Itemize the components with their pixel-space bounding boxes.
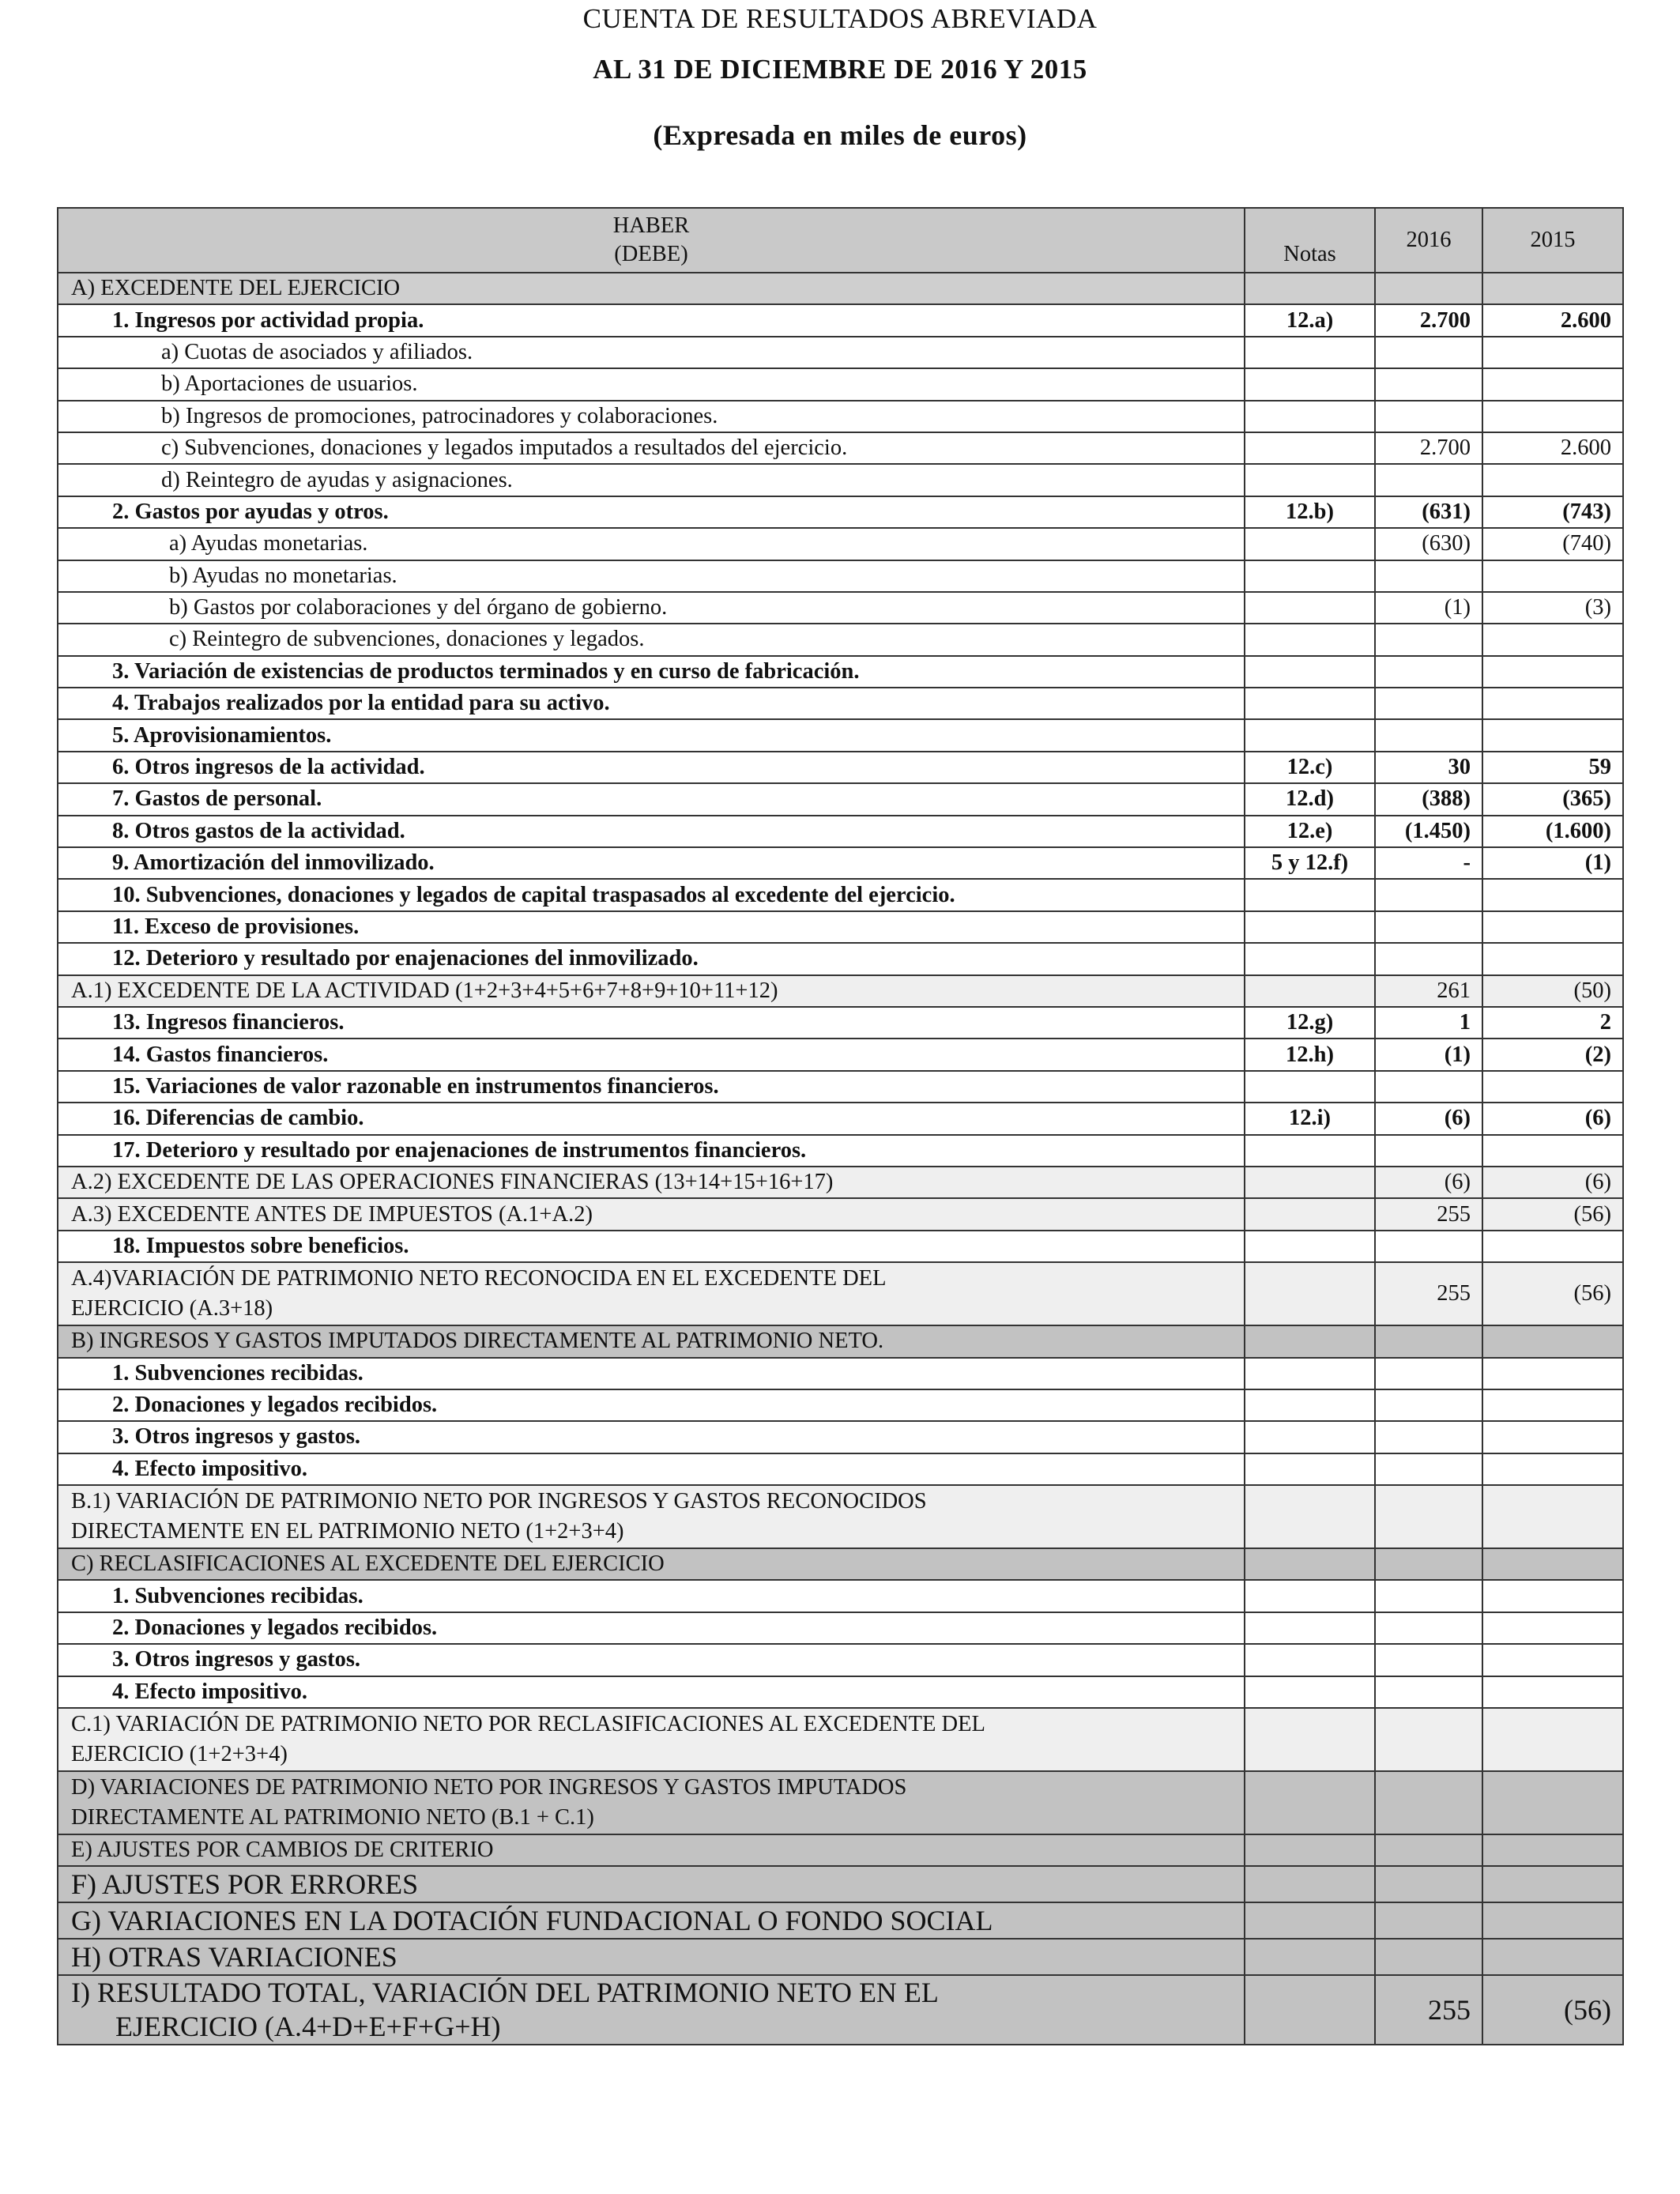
table-row <box>58 1644 1623 1676</box>
row-label: b) Aportaciones de usuarios. <box>58 368 1245 400</box>
row-label: F) AJUSTES POR ERRORES <box>58 1866 1245 1902</box>
row-value-2015: (56) <box>1482 1198 1623 1230</box>
row-notas <box>1245 592 1375 624</box>
row-value-2016 <box>1375 273 1482 304</box>
row-notas <box>1245 528 1375 560</box>
row-value-2015: (1) <box>1482 847 1623 879</box>
row-notas <box>1245 1198 1375 1230</box>
row-notas <box>1245 560 1375 592</box>
table-row <box>58 624 1623 655</box>
table-row <box>58 496 1623 528</box>
row-value-2016 <box>1375 1548 1482 1580</box>
row-value-2015 <box>1482 719 1623 751</box>
row-label-line1: I) RESULTADO TOTAL, VARIACIÓN DEL PATRIMONIO NETO EN EL <box>71 1977 939 2009</box>
table-row <box>58 1389 1623 1421</box>
row-value-2015 <box>1482 464 1623 496</box>
table-row <box>58 1071 1623 1103</box>
row-value-2015: (56) <box>1482 1262 1623 1325</box>
table-row <box>58 1453 1623 1485</box>
row-label: c) Subvenciones, donaciones y legados imputados a resultados del ejercicio. <box>58 432 1245 464</box>
section-row-b <box>58 1325 1623 1357</box>
row-value-2016: 2.700 <box>1375 304 1482 336</box>
row-notas <box>1245 1975 1375 2045</box>
row-label-line2: EJERCICIO (A.3+18) <box>71 1296 273 1321</box>
row-value-2015: 2.600 <box>1482 304 1623 336</box>
row-label: 15. Variaciones de valor razonable en instrumentos financieros. <box>58 1071 1245 1103</box>
row-label: A.2) EXCEDENTE DE LAS OPERACIONES FINANCIERAS (13+14+15+16+17) <box>58 1167 1245 1198</box>
row-label: 11. Exceso de provisiones. <box>58 911 1245 943</box>
row-label: 4. Efecto impositivo. <box>58 1453 1245 1485</box>
row-value-2016 <box>1375 719 1482 751</box>
row-value-2016 <box>1375 1866 1482 1902</box>
row-notas: 12.e) <box>1245 816 1375 847</box>
row-notas <box>1245 337 1375 368</box>
row-notas: 12.c) <box>1245 752 1375 783</box>
table-row <box>58 879 1623 910</box>
row-value-2016: 255 <box>1375 1262 1482 1325</box>
section-row-a <box>58 273 1623 304</box>
row-label <box>58 1975 1245 2045</box>
subtotal-row-c1 <box>58 1708 1623 1771</box>
row-notas <box>1245 1135 1375 1167</box>
table-row <box>58 943 1623 974</box>
income-statement-table <box>57 207 1624 2045</box>
row-notas <box>1245 1902 1375 1939</box>
row-label: 12. Deterioro y resultado por enajenaciones del inmovilizado. <box>58 943 1245 974</box>
table-row <box>58 560 1623 592</box>
row-value-2015 <box>1482 1389 1623 1421</box>
row-value-2016: 255 <box>1375 1198 1482 1230</box>
row-value-2015: 59 <box>1482 752 1623 783</box>
table-row <box>58 1580 1623 1612</box>
row-label: 3. Otros ingresos y gastos. <box>58 1421 1245 1453</box>
table-row <box>58 1358 1623 1389</box>
row-label-line1: D) VARIACIONES DE PATRIMONIO NETO POR INGRESOS Y GASTOS IMPUTADOS <box>71 1775 907 1800</box>
row-value-2016: (1.450) <box>1375 816 1482 847</box>
row-value-2016 <box>1375 1676 1482 1708</box>
row-label: 4. Efecto impositivo. <box>58 1676 1245 1708</box>
row-notas <box>1245 1834 1375 1866</box>
row-value-2015 <box>1482 1135 1623 1167</box>
row-value-2015: (2) <box>1482 1039 1623 1070</box>
row-value-2015: (3) <box>1482 592 1623 624</box>
row-label: G) VARIACIONES EN LA DOTACIÓN FUNDACIONAL O FONDO SOCIAL <box>58 1902 1245 1939</box>
row-value-2015 <box>1482 1580 1623 1612</box>
row-notas <box>1245 1580 1375 1612</box>
row-notas <box>1245 911 1375 943</box>
row-value-2015: (1.600) <box>1482 816 1623 847</box>
subtotal-row-a3 <box>58 1198 1623 1230</box>
row-value-2016 <box>1375 337 1482 368</box>
row-label: d) Reintegro de ayudas y asignaciones. <box>58 464 1245 496</box>
table-row <box>58 688 1623 719</box>
row-value-2015 <box>1482 943 1623 974</box>
row-label: a) Ayudas monetarias. <box>58 528 1245 560</box>
table-row <box>58 656 1623 688</box>
section-row-d <box>58 1771 1623 1834</box>
row-value-2015 <box>1482 560 1623 592</box>
row-label: B) INGRESOS Y GASTOS IMPUTADOS DIRECTAMENTE AL PATRIMONIO NETO. <box>58 1325 1245 1357</box>
row-value-2016: 261 <box>1375 975 1482 1007</box>
row-notas: 12.g) <box>1245 1007 1375 1039</box>
table-row <box>58 368 1623 400</box>
row-label: 2. Donaciones y legados recibidos. <box>58 1389 1245 1421</box>
row-label: 14. Gastos financieros. <box>58 1039 1245 1070</box>
row-notas <box>1245 1485 1375 1548</box>
row-value-2016: (6) <box>1375 1167 1482 1198</box>
row-value-2015 <box>1482 879 1623 910</box>
row-value-2016 <box>1375 688 1482 719</box>
row-label: 4. Trabajos realizados por la entidad para su activo. <box>58 688 1245 719</box>
row-notas <box>1245 1167 1375 1198</box>
row-label-line1: C.1) VARIACIÓN DE PATRIMONIO NETO POR RECLASIFICACIONES AL EXCEDENTE DEL <box>71 1712 985 1737</box>
row-value-2015 <box>1482 1834 1623 1866</box>
row-value-2016 <box>1375 401 1482 432</box>
section-row-g <box>58 1902 1623 1939</box>
row-value-2016 <box>1375 1071 1482 1103</box>
row-value-2015: (56) <box>1482 1975 1623 2045</box>
row-notas <box>1245 273 1375 304</box>
row-value-2016: (631) <box>1375 496 1482 528</box>
table-row <box>58 401 1623 432</box>
row-notas <box>1245 1325 1375 1357</box>
table-row <box>58 847 1623 879</box>
table-row <box>58 783 1623 815</box>
table-row <box>58 464 1623 496</box>
row-value-2016: 30 <box>1375 752 1482 783</box>
row-label: A) EXCEDENTE DEL EJERCICIO <box>58 273 1245 304</box>
table-row <box>58 752 1623 783</box>
row-value-2015: 2.600 <box>1482 432 1623 464</box>
row-value-2016 <box>1375 1902 1482 1939</box>
subtotal-row-a2 <box>58 1167 1623 1198</box>
row-label <box>58 1771 1245 1834</box>
header-year-2015: 2015 <box>1482 208 1623 273</box>
row-notas <box>1245 1708 1375 1771</box>
row-value-2016 <box>1375 1325 1482 1357</box>
row-notas <box>1245 975 1375 1007</box>
row-label: A.1) EXCEDENTE DE LA ACTIVIDAD (1+2+3+4+5+6+7+8+9+10+11+12) <box>58 975 1245 1007</box>
row-label: 1. Subvenciones recibidas. <box>58 1580 1245 1612</box>
row-value-2016 <box>1375 368 1482 400</box>
row-label: 5. Aprovisionamientos. <box>58 719 1245 751</box>
row-value-2015 <box>1482 337 1623 368</box>
table-row <box>58 1676 1623 1708</box>
row-label: 1. Subvenciones recibidas. <box>58 1358 1245 1389</box>
row-notas <box>1245 464 1375 496</box>
statement-units: (Expresada en miles de euros) <box>653 119 1027 151</box>
statement-date: AL 31 DE DICIEMBRE DE 2016 Y 2015 <box>593 54 1087 85</box>
row-value-2016 <box>1375 1834 1482 1866</box>
row-value-2015 <box>1482 368 1623 400</box>
row-label: a) Cuotas de asociados y afiliados. <box>58 337 1245 368</box>
row-value-2016 <box>1375 1485 1482 1548</box>
row-value-2016: (630) <box>1375 528 1482 560</box>
row-label: H) OTRAS VARIACIONES <box>58 1939 1245 1975</box>
table-row <box>58 911 1623 943</box>
row-notas <box>1245 624 1375 655</box>
row-value-2016 <box>1375 1389 1482 1421</box>
row-value-2015 <box>1482 624 1623 655</box>
row-value-2015 <box>1482 1902 1623 1939</box>
row-value-2015 <box>1482 1866 1623 1902</box>
table-row <box>58 304 1623 336</box>
row-notas <box>1245 719 1375 751</box>
row-value-2015: (6) <box>1482 1167 1623 1198</box>
row-label-line2: EJERCICIO (A.4+D+E+F+G+H) <box>115 2011 501 2043</box>
row-label: b) Ayudas no monetarias. <box>58 560 1245 592</box>
row-value-2016 <box>1375 943 1482 974</box>
row-value-2016: (1) <box>1375 592 1482 624</box>
row-notas <box>1245 401 1375 432</box>
row-label: 10. Subvenciones, donaciones y legados de capital traspasados al excedente del ejercicio. <box>58 879 1245 910</box>
row-value-2016 <box>1375 1644 1482 1676</box>
row-notas <box>1245 1389 1375 1421</box>
header-notas: Notas <box>1245 208 1375 273</box>
row-value-2016: (1) <box>1375 1039 1482 1070</box>
row-notas <box>1245 1071 1375 1103</box>
row-label: C) RECLASIFICACIONES AL EXCEDENTE DEL EJERCICIO <box>58 1548 1245 1580</box>
header-description <box>58 208 1245 273</box>
row-notas <box>1245 1866 1375 1902</box>
row-label: c) Reintegro de subvenciones, donaciones y legados. <box>58 624 1245 655</box>
row-label: b) Gastos por colaboraciones y del órgano de gobierno. <box>58 592 1245 624</box>
row-notas <box>1245 1453 1375 1485</box>
row-value-2016 <box>1375 879 1482 910</box>
row-label: 8. Otros gastos de la actividad. <box>58 816 1245 847</box>
row-value-2015 <box>1482 1676 1623 1708</box>
table-row <box>58 1007 1623 1039</box>
row-value-2016 <box>1375 1771 1482 1834</box>
row-value-2015 <box>1482 1358 1623 1389</box>
row-value-2016: - <box>1375 847 1482 879</box>
row-notas <box>1245 432 1375 464</box>
row-value-2016 <box>1375 656 1482 688</box>
row-value-2015 <box>1482 688 1623 719</box>
row-value-2016 <box>1375 1135 1482 1167</box>
row-notas <box>1245 1548 1375 1580</box>
total-row-i <box>58 1975 1623 2045</box>
row-value-2015 <box>1482 1421 1623 1453</box>
row-notas <box>1245 1358 1375 1389</box>
row-value-2015 <box>1482 1325 1623 1357</box>
row-value-2015 <box>1482 401 1623 432</box>
subtotal-row-a4 <box>58 1262 1623 1325</box>
row-value-2016 <box>1375 464 1482 496</box>
header-haber: HABER <box>612 213 690 238</box>
row-value-2016 <box>1375 1421 1482 1453</box>
row-value-2016: 2.700 <box>1375 432 1482 464</box>
row-value-2015: (743) <box>1482 496 1623 528</box>
row-label: 3. Otros ingresos y gastos. <box>58 1644 1245 1676</box>
row-notas: 5 y 12.f) <box>1245 847 1375 879</box>
row-label: E) AJUSTES POR CAMBIOS DE CRITERIO <box>58 1834 1245 1866</box>
row-label: 2. Gastos por ayudas y otros. <box>58 496 1245 528</box>
table-row <box>58 592 1623 624</box>
row-notas <box>1245 1771 1375 1834</box>
row-notas <box>1245 656 1375 688</box>
row-notas: 12.i) <box>1245 1103 1375 1134</box>
row-value-2016 <box>1375 1580 1482 1612</box>
row-value-2015: (50) <box>1482 975 1623 1007</box>
table-row <box>58 1612 1623 1644</box>
row-label: 7. Gastos de personal. <box>58 783 1245 815</box>
table-row <box>58 1231 1623 1262</box>
row-value-2015 <box>1482 1644 1623 1676</box>
row-notas <box>1245 368 1375 400</box>
row-value-2016: (388) <box>1375 783 1482 815</box>
table-row <box>58 1103 1623 1134</box>
table-row <box>58 528 1623 560</box>
row-value-2016 <box>1375 911 1482 943</box>
row-value-2015 <box>1482 1485 1623 1548</box>
subtotal-row-a1 <box>58 975 1623 1007</box>
row-label-line2: DIRECTAMENTE EN EL PATRIMONIO NETO (1+2+3+4) <box>71 1519 624 1544</box>
row-label: b) Ingresos de promociones, patrocinadores y colaboraciones. <box>58 401 1245 432</box>
row-label-line1: B.1) VARIACIÓN DE PATRIMONIO NETO POR INGRESOS Y GASTOS RECONOCIDOS <box>71 1489 927 1514</box>
table-row <box>58 1135 1623 1167</box>
row-label: 17. Deterioro y resultado por enajenaciones de instrumentos financieros. <box>58 1135 1245 1167</box>
row-value-2016 <box>1375 1453 1482 1485</box>
subtotal-row-b1 <box>58 1485 1623 1548</box>
row-label <box>58 1262 1245 1325</box>
row-value-2015 <box>1482 1231 1623 1262</box>
row-value-2015 <box>1482 1612 1623 1644</box>
statement-title: CUENTA DE RESULTADOS ABREVIADA <box>582 3 1098 34</box>
row-notas <box>1245 1421 1375 1453</box>
row-notas <box>1245 1676 1375 1708</box>
row-value-2016 <box>1375 1231 1482 1262</box>
row-notas: 12.b) <box>1245 496 1375 528</box>
row-label-line1: A.4)VARIACIÓN DE PATRIMONIO NETO RECONOCIDA EN EL EXCEDENTE DEL <box>71 1266 887 1291</box>
row-value-2015: (6) <box>1482 1103 1623 1134</box>
table-row <box>58 816 1623 847</box>
row-value-2016: (6) <box>1375 1103 1482 1134</box>
row-value-2015 <box>1482 1708 1623 1771</box>
table-row <box>58 719 1623 751</box>
table-row <box>58 432 1623 464</box>
row-value-2015 <box>1482 1771 1623 1834</box>
header-debe: (DEBE) <box>614 242 688 266</box>
row-label: 9. Amortización del inmovilizado. <box>58 847 1245 879</box>
row-value-2015 <box>1482 656 1623 688</box>
section-row-c <box>58 1548 1623 1580</box>
row-label-line2: DIRECTAMENTE AL PATRIMONIO NETO (B.1 + C.1) <box>71 1805 594 1830</box>
row-value-2016 <box>1375 1939 1482 1975</box>
section-row-h <box>58 1939 1623 1975</box>
row-notas <box>1245 688 1375 719</box>
row-value-2016 <box>1375 1612 1482 1644</box>
row-label <box>58 1708 1245 1771</box>
row-notas <box>1245 879 1375 910</box>
table-row <box>58 337 1623 368</box>
row-value-2016 <box>1375 1358 1482 1389</box>
row-label: 18. Impuestos sobre beneficios. <box>58 1231 1245 1262</box>
table-row <box>58 1421 1623 1453</box>
row-value-2016 <box>1375 1708 1482 1771</box>
row-notas <box>1245 1231 1375 1262</box>
row-notas: 12.h) <box>1245 1039 1375 1070</box>
row-value-2015 <box>1482 1548 1623 1580</box>
section-row-f <box>58 1866 1623 1902</box>
row-value-2015: 2 <box>1482 1007 1623 1039</box>
row-notas: 12.a) <box>1245 304 1375 336</box>
row-notas <box>1245 1644 1375 1676</box>
row-label: 6. Otros ingresos de la actividad. <box>58 752 1245 783</box>
row-value-2016 <box>1375 560 1482 592</box>
row-value-2016: 255 <box>1375 1975 1482 2045</box>
section-row-e <box>58 1834 1623 1866</box>
row-value-2015: (740) <box>1482 528 1623 560</box>
row-value-2015: (365) <box>1482 783 1623 815</box>
row-value-2016: 1 <box>1375 1007 1482 1039</box>
row-notas <box>1245 1262 1375 1325</box>
table-row <box>58 1039 1623 1070</box>
row-notas: 12.d) <box>1245 783 1375 815</box>
row-label: 1. Ingresos por actividad propia. <box>58 304 1245 336</box>
row-label-line2: EJERCICIO (1+2+3+4) <box>71 1742 288 1767</box>
row-label: 2. Donaciones y legados recibidos. <box>58 1612 1245 1644</box>
table-header-row <box>58 208 1623 273</box>
row-label: 3. Variación de existencias de productos terminados y en curso de fabricación. <box>58 656 1245 688</box>
row-notas <box>1245 1612 1375 1644</box>
header-year-2016: 2016 <box>1375 208 1482 273</box>
row-value-2015 <box>1482 1939 1623 1975</box>
row-value-2015 <box>1482 1071 1623 1103</box>
row-label: 16. Diferencias de cambio. <box>58 1103 1245 1134</box>
row-value-2015 <box>1482 911 1623 943</box>
row-value-2016 <box>1375 624 1482 655</box>
row-label: 13. Ingresos financieros. <box>58 1007 1245 1039</box>
row-notas <box>1245 1939 1375 1975</box>
row-value-2015 <box>1482 273 1623 304</box>
row-label: A.3) EXCEDENTE ANTES DE IMPUESTOS (A.1+A.2) <box>58 1198 1245 1230</box>
row-label <box>58 1485 1245 1548</box>
row-notas <box>1245 943 1375 974</box>
row-value-2015 <box>1482 1453 1623 1485</box>
